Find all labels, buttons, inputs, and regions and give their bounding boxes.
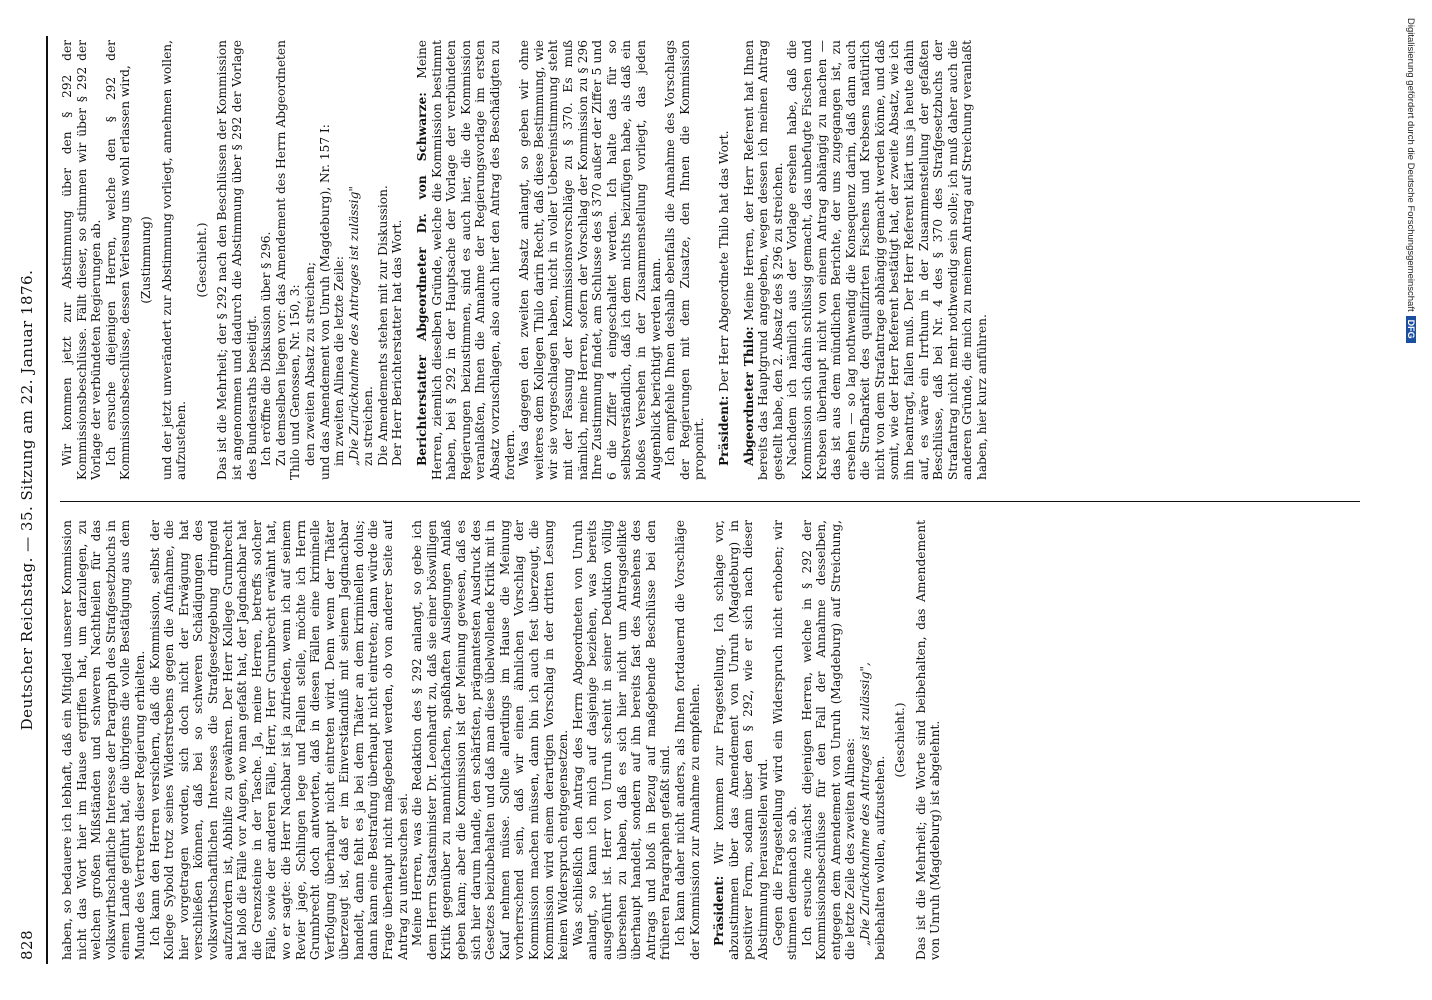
paragraph: Ich eröffne die Diskussion über § 296. bbox=[259, 231, 274, 466]
speaker-label: Berichterstatter Abgeordneter Dr. von Schwarze: bbox=[415, 92, 430, 466]
digitization-credit-inner bbox=[1402, 18, 1416, 558]
left-column bbox=[60, 520, 1360, 960]
paragraph: Der Herr Berichterstatter hat das Wort. bbox=[390, 219, 405, 466]
speech-text: Meine Herren, ziemlich dieselben Gründe, welche die Kommission bestimmt haben, bei § 292 in der Hauptsache der Vorlage der verbündeten Regierungen beizustimmen, sind es auch hier, die die Kommission veranlaßten, Ihnen die Annahme der Regierungsvorlage im ersten Absatz vorzuschlagen, also auch hier den Antrag des Beschädigten zu fordern. bbox=[415, 40, 517, 480]
paragraph: Was schließlich den Antrag des Herrn Abgeordneten von Unruh anlangt, so kann ich mich auf dasjenige beziehen, was bereits ausgeführt ist. Herr von Unruh scheint in seiner Deduktion völlig übersehen zu haben, daß es sich hier nicht um Antragsdelikte überhaupt handelt, sondern auf ihn bereits fast des Ansehens des Antrags und bloß in Bezug auf maßgebende Beschlüsse bei den früheren Paragraphen gefaßt sind. bbox=[570, 520, 673, 960]
digitization-note: Digitalisierung gefördert durch die Deutsche Forschungsgemeinschaft bbox=[1405, 18, 1416, 312]
speech-text: Meine Herren, der Herr Referent hat Ihnen bereits das Hauptgrund angegeben, wegen dessen ich meinen Antrag gestellt habe, den 2. Absatz des § 296 zu streichen. bbox=[741, 40, 785, 480]
speaker-label: Präsident: bbox=[712, 875, 727, 946]
paragraph: Ich ersuche zunächst diejenigen Herren, welche in § 292 der Kommissionsbeschlüsse für den Fall der Annahme desselben, entgegen dem Amendement von Unruh (Magdeburg) auf Streichung, die letzte Zeile des zweiten Alineas: bbox=[799, 520, 858, 960]
speaker-label: Abgeordneter Thilo: bbox=[741, 326, 756, 466]
paragraph: Ich empfehle Ihnen deshalb ebenfalls die Annahme des Vorschlags der Regierungen mit dem Zusatze, den Ihnen die Kommission proponirt. bbox=[663, 40, 707, 480]
right-column bbox=[60, 40, 1360, 480]
paragraph: Zu demselben liegen vor: das Amendement des Herrn Abgeordneten Thilo und Genossen, Nr. 150, 3: bbox=[273, 40, 303, 480]
paragraph: Ich kann den Herren versichern, daß die Kommission, selbst der Kollege Sybold trotz seines Widerstrebens gegen die Aufnahme, die hier vorgetragen worden, sich doch nicht der Erwägung hat verschließen können, daß bei so schweren Schädigungen des volkswirthschaftlichen Interesses die Strafgesetzgebung dringend aufzufordern ist, Abhilfe zu gewähren. Der Herr Kollege Grumbrecht hat bloß die Fälle vor Augen, wo man gefaßt hat, der Jagdnachbar hat die Grenzsteine in der Tasche. Ja, meine Herren, betreffs solcher Fälle, sowie der anderen Fälle, Herr, Herr Grumbrecht erwähnt hat, wo er sagte: die Herr Nachbar ist ja zufrieden, wenn ich auf seinem Revier jage, Schlingen lege und Fallen stelle, möchte ich Herrn Grumbrecht doch antworten, daß in diesen Fällen eine kriminelle Verfolgung überhaupt nicht eintreten wird. Denn wenn der Thäter überzeugt ist, daß er im Einverständniß mit seinem Jagdnachbar handelt, dann fehlt es ja bei dem Thäter an dem kriminellen dolus; dann kann eine Bestrafung überhaupt nicht eintreten; dann würde die Frage überhaupt nicht maßgebend werden, ob von anderer Seite auf Antrag zu untersuchen sei. bbox=[147, 520, 410, 960]
digitization-credit bbox=[1402, 18, 1422, 558]
header-rule bbox=[46, 36, 48, 964]
paragraph: haben, so bedauere ich lebhaft, daß ein Mitglied unserer Kommission nicht das Wort hier im Hause ergriffen hat, um darzulegen, zu welchen großen Mißständen und schweren Nachtheilen für das volkswirthschaftliche Interesse der Paragraph des Strafgesetzbuchs in einem Lande geführt hat, die übrigens die volle Bestätigung aus dem Munde des Vertreters dieser Regierung erhielten. bbox=[60, 520, 147, 960]
speaker-label: Präsident: bbox=[716, 395, 731, 466]
paragraph: Gegen die Fragestellung wird ein Widerspruch nicht erhoben; wir stimmen demnach so ab. bbox=[770, 520, 800, 960]
paragraph: im zweiten Alinea die letzte Zeile: bbox=[332, 256, 347, 466]
paragraph: Wir kommen jetzt zur Abstimmung über den § 292 der Kommissionsbeschlüsse. Fällt dieser, so stimmen wir über § 292 der Vorlage der verbündeten Regierungen ab. bbox=[60, 40, 104, 480]
spacer bbox=[732, 40, 742, 480]
paragraph: Das ist die Mehrheit; die Worte sind beibehalten, das Amendement von Unruh (Magdeburg) ist abgelehnt. bbox=[913, 520, 943, 960]
paragraph: den zweiten Absatz zu streichen; bbox=[302, 262, 317, 466]
speaker-paragraph bbox=[717, 40, 732, 480]
paragraph: Was dagegen den zweiten Absatz anlangt, so geben wir ohne weiteres dem Kollegen Thilo darin Recht, daß diese Bestimmung, wie wir sie vorgeschlagen haben, nicht in voller Uebereinstimmung steht mit der Fassung der Kommissionsvorschläge zu § 370. Es muß nämlich, meine Herren, sofern der Vorschlag der Kommission zu § 296 Ihre Zustimmung findet, am Schlusse des § 370 außer der Ziffer 5 und 6 die Ziffer 4 eingeschaltet werden. Ich halte das für so selbstverständlich, daß ich dem nichts beizufügen habe, als daß ein bloßes Versehen in der Zusammenstellung vorliegt, das jeden Augenblick berichtigt werden kann. bbox=[517, 40, 663, 480]
speaker-paragraph bbox=[415, 40, 517, 480]
stage-direction: (Geschieht.) bbox=[893, 702, 908, 778]
paragraph: Die Amendements stehen mit zur Diskussion. bbox=[375, 185, 390, 466]
paragraph: Meine Herren, was die Redaktion des § 292 anlangt, so gebe ich dem Herrn Staatsminister Dr. Leonhardt zu, daß sie einer böswilligen Kritik gegenüber zu mannichfachen, spaßhaften Auslegungen Anlaß geben kann; aber die Kommission ist der Meinung gewesen, daß es sich hier darum handle, den schärfsten, prägnantesten Ausdruck des Gesetzes beizubehalten und daß man diese übelwollende Kritik mit in Kauf nehmen müsse. Sollte allerdings im Hause die Meinung vorherrschend sein, daß wir einen ähnlichen Vorschlag der Kommission machen müssen, dann bin ich auch fest überzeugt, die Kommission wird einem derartigen Vorschlag in der dritten Lesung keinen Widerspruch entgegensetzen. bbox=[410, 520, 571, 960]
page-header bbox=[18, 40, 44, 960]
paragraph: Das ist die Mehrheit; der § 292 nach den Beschlüssen der Kommission ist angenommen und dadurch die Abstimmung über § 292 der Vorlage des Bundesraths beseitigt. bbox=[215, 40, 259, 480]
stage-direction: (Zustimmung) bbox=[138, 216, 153, 304]
page-number: 828 bbox=[18, 929, 36, 960]
stage-direction: (Geschieht.) bbox=[194, 222, 209, 298]
paragraph: beibehalten wollen, aufzustehen. bbox=[872, 755, 887, 960]
paragraph: Ich kann daher nicht anders, als Ihnen fortdauernd die Vorschläge der Kommission zur Annahme zu empfehlen. bbox=[672, 520, 702, 960]
dfg-logo: DFG bbox=[1406, 316, 1416, 343]
paragraph: zu streichen. bbox=[361, 386, 376, 466]
column-divider bbox=[60, 501, 1360, 502]
spacer bbox=[405, 40, 415, 480]
paragraph: Nachdem ich nämlich aus der Vorlage ersehen habe, daß die Kommission sich dahin schlüssig gemacht, das unbefugte Fischen und Krebsen überhaupt nicht von einem Antrag abhängig zu machen — das ist aus dem mündlichen Berichte, der uns zugegangen ist, zu ersehen — so lag nothwendig die Konsequenz darin, daß dann auch die Strafbarkeit des qualifizirten Fischens und Krebsens natürlich nicht von dem Strafantrage abhängig gemacht werden könne, und daß somit, wie der Herr Referent bestätigt hat, der zweite Absatz, wie ich ihn beantragt, fallen muß. Der Herr Referent klärt uns ja heute dahin auf, es wäre ein Irrthum in der Zusammenstellung der gefaßten Beschlüsse, daß bei Nr. 4 des § 370 des Strafgesetzbuchs der Strafantrag nicht mehr nothwendig sein solle; ich muß daher auch die anderen Gründe, die mich zu meinem Antrag auf Streichung veranlaßt haben, hier kurz anführen. bbox=[785, 40, 990, 480]
quote: „Die Zurücknahme des Antrages ist zulässig", bbox=[858, 662, 873, 946]
spacer bbox=[707, 40, 717, 480]
paragraph: Ich ersuche diejenigen Herren, welche den § 292 der Kommissionsbeschlüsse, dessen Verlesung uns wohl erlassen wird, bbox=[103, 40, 133, 480]
paragraph: und das Amendement von Unruh (Magdeburg), Nr. 157 I: bbox=[317, 124, 332, 480]
speaker-paragraph bbox=[742, 40, 786, 480]
quote: „Die Zurücknahme des Antrages ist zulässig" bbox=[346, 186, 361, 466]
speech-text: Der Herr Abgeordnete Thilo hat das Wort. bbox=[716, 130, 731, 396]
speaker-paragraph bbox=[712, 520, 770, 960]
header-title: Deutscher Reichstag. — 35. Sitzung am 22. Januar 1876. bbox=[18, 269, 36, 731]
paragraph: und der jetzt unverändert zur Abstimmung vorliegt, annehmen wollen, aufzustehen. bbox=[159, 40, 189, 480]
spacer bbox=[702, 520, 712, 960]
speech-text: Wir kommen zur Fragestellung. Ich schlage vor, abzustimmen über das Amendement von Unruh (Magdeburg) in positiver Form, sodann über den § 292, wie er sich nach dieser Abstimmung herausstellen wird. bbox=[712, 520, 770, 960]
